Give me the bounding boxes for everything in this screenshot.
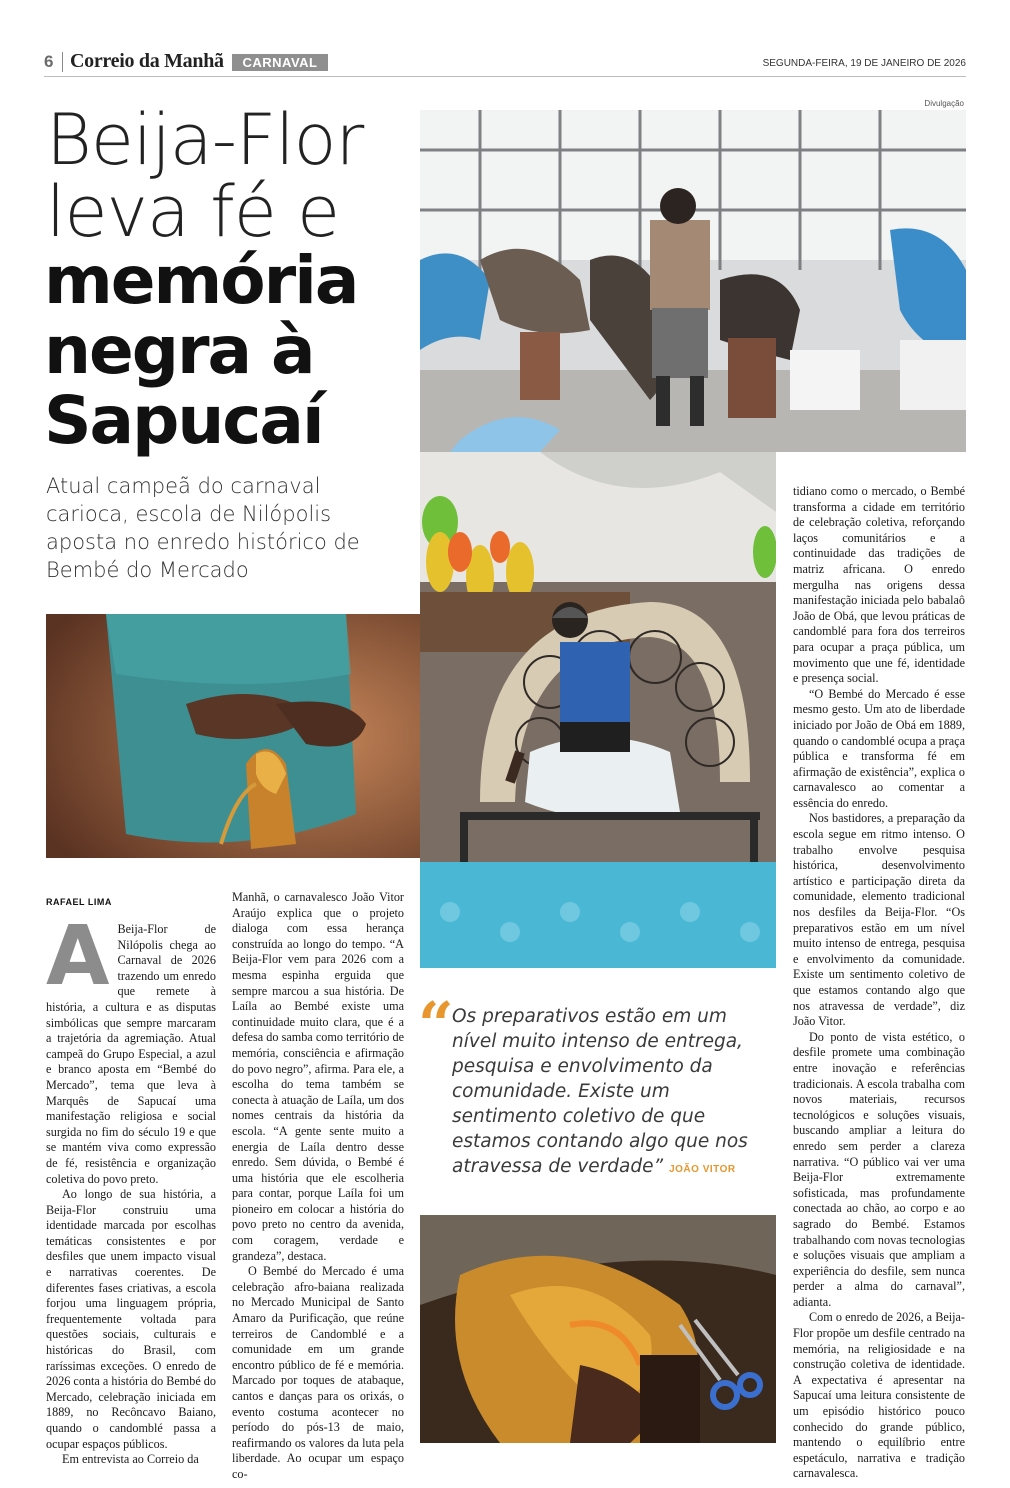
photo-workshop-sculptor xyxy=(420,110,966,452)
photo-credit: Divulgação xyxy=(924,99,964,108)
article-paragraph: O Bembé do Mercado é uma celebração afro-baiana realizada no Mercado Municipal de Santo Amaro da Purificação, que reúne terreiros de Candomblé e a comunidade em um grande encontro público de fé e memória. Marcado por toques de atabaque, cantos e danças para os orixás, o evento costuma acontecer no período do pós-13 de maio, reafirmando os valores da luta pela liberdade. Ao ocupar um espaço co- xyxy=(232,1264,404,1481)
headline-line-4: negra à xyxy=(44,312,314,389)
pull-quote-text: Os preparativos estão em um nível muito intenso de entrega, pesquisa e envolvimento da comunidade. Existe um sentimento coletivo de que estamos contando algo que nos atravessa de verdade” xyxy=(452,1006,748,1177)
article-paragraph: Ao longo de sua história, a Beija-Flor construiu uma identidade marcada por escolhas temáticas consistentes e por desfiles que unem impacto visual e narrativas coerentes. De diferentes fases criativas, a escola forjou uma linguagem própria, frequentemente voltada para questões sociais, culturais e históricas do Brasil, com raríssimas exceções. O enredo de 2026 conta a história do Bembé do Mercado, celebração iniciada em 1889, no Recôncavo Baiano, quando o candomblé passa a ocupar espaços públicos. xyxy=(46,1187,216,1451)
article-paragraph: Nos bastidores, a preparação da escola segue em ritmo intenso. O trabalho envolve pesquisa histórica, desenvolvimento artístico e participação direta da comunidade, elemento tradicional nos desfiles da Beija-Flor. “Os preparativos estão em um nível muito intenso de entrega, pesquisa e envolvimento da comunidade. Existe um sentimento coletivo de que estamos contando algo que nos atravessa de verdade”, diz João Vitor. xyxy=(793,811,965,1029)
headline-line-2: leva fé e xyxy=(46,171,340,253)
article-paragraph: Do ponto de vista estético, o desfile promete uma combinação entre inovação e referências tradicionais. A escola trabalha com novos materiais, recursos tecnológicos e soluções visuais, buscando ampliar a leitura do enredo sem perder a clareza narrativa. “O público vai ver uma Beija-Flor extremamente sofisticada, mas profundamente conectada ao chão, ao corpo e ao sagrado do Bembé. Estamos trabalhando com novas tecnologias e soluções visuais que ampliam a experiência do desfile, sem nunca perder a alma do carnaval”, adianta. xyxy=(793,1029,965,1309)
header-rule xyxy=(44,76,966,77)
byline: RAFAEL LIMA xyxy=(46,897,112,907)
masthead: Correio da Manhã xyxy=(70,50,224,72)
article-paragraph xyxy=(46,909,216,1187)
article-column-2 xyxy=(232,890,404,1483)
header-divider xyxy=(62,52,63,72)
issue-date: SEGUNDA-FEIRA, 19 DE JANEIRO DE 2026 xyxy=(762,58,966,69)
headline-line-5: Sapucaí xyxy=(44,382,323,459)
article-column-3 xyxy=(793,484,965,1482)
article-paragraph: Com o enredo de 2026, a Beija-Flor propõe um desfile centrado na memória, na religiosidade e na construção coletiva de identidade. A expectativa é apresentar na Sapucaí uma leitura consistente de um episódio histórico pouco conhecido do grande público, mantendo o equilíbrio entre espetáculo, narrativa e tradição carnavalesca. xyxy=(793,1310,965,1481)
article-paragraph: “O Bembé do Mercado é esse mesmo gesto. Um ato de liberdade iniciado por João de Obá em 1889, quando o candomblé ocupa a praça pública e transforma fé em afirmação de existência”, explica o carnavalesco ao comentar a essência do enredo. xyxy=(793,686,965,810)
drop-cap: A xyxy=(46,909,110,1004)
page-number: 6 xyxy=(44,52,54,71)
article-paragraph: Em entrevista ao Correio da xyxy=(62,1452,199,1467)
paragraph-text: Beija-Flor de Nilópolis chega ao Carnaval de 2026 trazendo um enredo que remete à história, a cultura e as disputas simbólicas que sempre marcaram a trajetória da agremiação. Atual campeã do Grupo Especial, a azul e branco aposta em “Bembé do Mercado”, tema que leva à Marquês de Sapucaí uma manifestação religiosa e social surgida no fim do século 19 e que se mantém viva como expressão de fé, resistência e organização coletiva do povo preto. xyxy=(46,922,216,1186)
section-tag: CARNAVAL xyxy=(232,54,328,71)
article-column-1 xyxy=(46,909,216,1468)
subheadline: Atual campeã do carnaval carioca, escola de Nilópolis aposta no enredo histórico de Bembé do Mercado xyxy=(46,474,360,582)
headline-line-1: Beija-Flor xyxy=(46,99,364,181)
photo-golden-sculpture xyxy=(420,1215,776,1443)
article-paragraph: Manhã, o carnavalesco João Vitor Araújo explica que o projeto dialoga com essa herança construída ao longo do tempo. “A Beija-Flor vem para 2026 com a mesma espinha erguida que sempre marcou a sua história. De Laíla ao Bembé existe uma continuidade muito clara, que é a defesa do samba como território de memória, consciência e afirmação do povo negro”, afirma. Para ele, a escolha do tema também se conecta à atuação de Laíla, um dos nomes centrais da história da escola. “A gente sente muito a energia de Laíla dentro desse enredo. Sem dúvida, o Bembé é uma história que ele escolheria para contar, porque Laíla foi um pioneiro em colocar a história do povo preto no centro da avenida, com coragem, verdade e grandeza”, destaca. xyxy=(232,890,404,1263)
headline-line-3: memória xyxy=(44,242,358,319)
pull-quote xyxy=(452,1004,762,1182)
pull-quote-attribution: JOÃO VITOR xyxy=(669,1164,736,1175)
photo-hands-crafting xyxy=(46,614,420,858)
quote-mark-icon: “ xyxy=(418,988,454,1061)
photo-float-construction xyxy=(420,452,776,968)
article-paragraph: tidiano como o mercado, o Bembé transforma a cidade em território de celebração coletiva, reforçando laços comunitários e a continuidade das tradições de matriz africana. O enredo mergulha nas origens dessa manifestação iniciada pelo babalaô João de Obá, que levou práticas de candomblé para fora dos terreiros para ocupar a praça pública, um movimento que une fé, identidade e presença social. xyxy=(793,484,965,686)
